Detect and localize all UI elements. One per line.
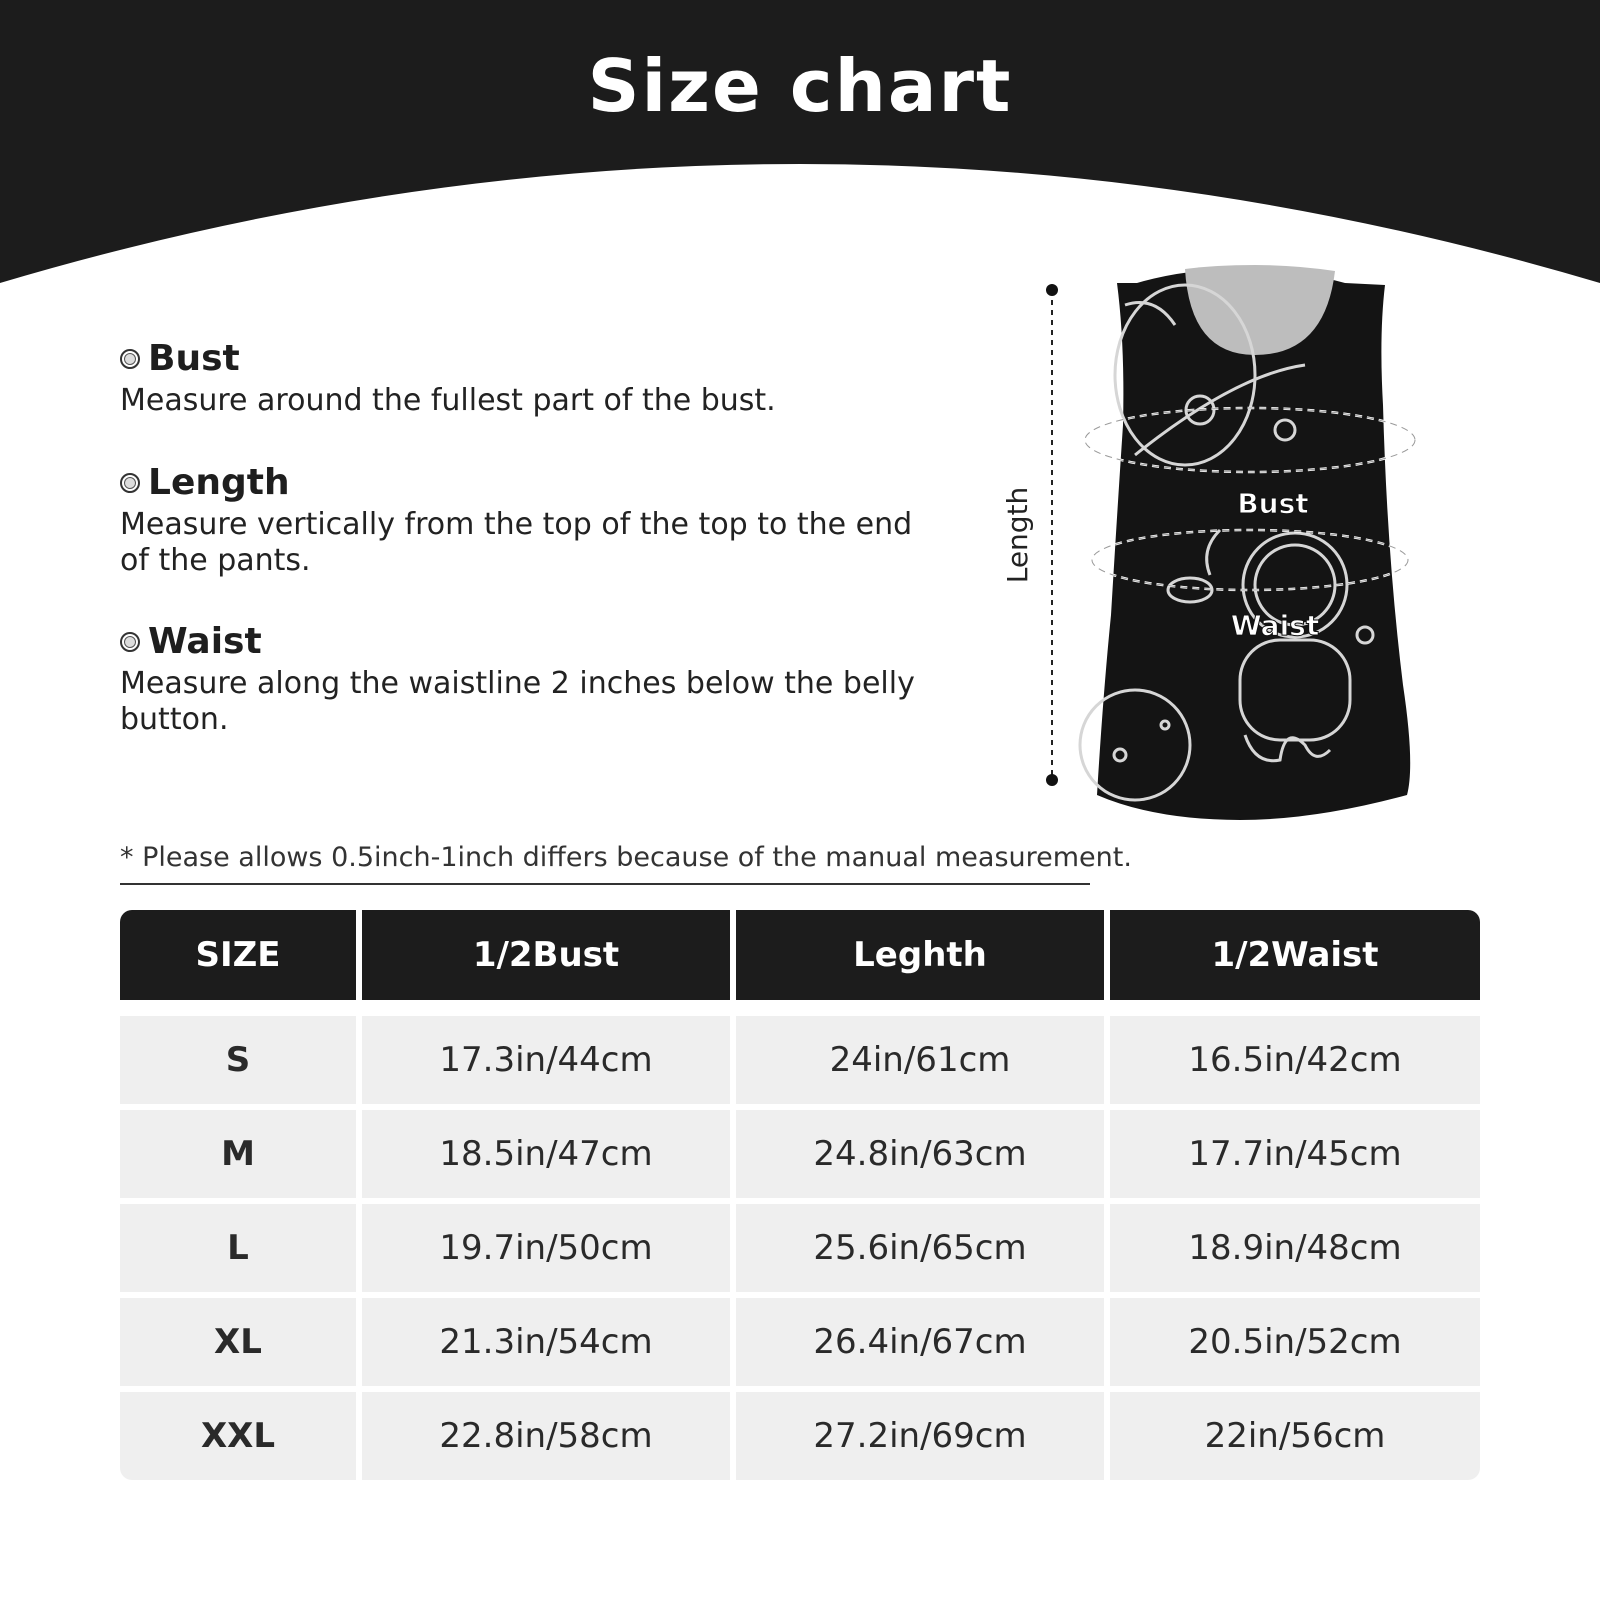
table-row xyxy=(120,1392,1480,1480)
cell-length: 27.2in/69cm xyxy=(736,1392,1104,1480)
header-length: Leghth xyxy=(736,910,1104,1000)
cell-length: 24.8in/63cm xyxy=(736,1110,1104,1198)
measurement-note: * Please allows 0.5inch-1inch differs because of the manual measurement. xyxy=(120,842,1090,885)
size-table xyxy=(120,910,1480,1486)
cell-size: XL xyxy=(120,1298,356,1386)
garment-figure xyxy=(985,255,1465,845)
guide-waist xyxy=(120,621,950,738)
cell-length: 24in/61cm xyxy=(736,1016,1104,1104)
cell-half-waist: 20.5in/52cm xyxy=(1110,1298,1480,1386)
cell-size: S xyxy=(120,1016,356,1104)
cell-size: M xyxy=(120,1110,356,1198)
ring-bullet-icon xyxy=(120,632,140,652)
table-row xyxy=(120,1298,1480,1386)
guide-length xyxy=(120,462,950,579)
tank-top-icon xyxy=(1080,265,1415,820)
header-half-waist: 1/2Waist xyxy=(1110,910,1480,1000)
cell-half-bust: 22.8in/58cm xyxy=(362,1392,730,1480)
page-title: Size chart xyxy=(587,44,1013,128)
guide-bust-title: Bust xyxy=(148,338,240,379)
guide-waist-title: Waist xyxy=(148,621,262,662)
ring-bullet-icon xyxy=(120,349,140,369)
cell-size: L xyxy=(120,1204,356,1292)
guide-waist-description: Measure along the waistline 2 inches below the belly button. xyxy=(120,666,915,737)
length-label: Length xyxy=(1001,486,1034,584)
header-half-bust: 1/2Bust xyxy=(362,910,730,1000)
cell-size: XXL xyxy=(120,1392,356,1480)
cell-half-waist: 22in/56cm xyxy=(1110,1392,1480,1480)
guide-length-description: Measure vertically from the top of the top to the end of the pants. xyxy=(120,507,913,578)
cell-length: 25.6in/65cm xyxy=(736,1204,1104,1292)
ring-bullet-icon xyxy=(120,473,140,493)
table-row xyxy=(120,1016,1480,1104)
bust-label: Bust xyxy=(1237,487,1309,520)
cell-half-bust: 17.3in/44cm xyxy=(362,1016,730,1104)
cell-half-bust: 18.5in/47cm xyxy=(362,1110,730,1198)
table-row xyxy=(120,1204,1480,1292)
table-header-row xyxy=(120,910,1480,1000)
table-row xyxy=(120,1110,1480,1198)
cell-half-waist: 18.9in/48cm xyxy=(1110,1204,1480,1292)
guide-bust xyxy=(120,338,950,419)
guide-bust-description: Measure around the fullest part of the bust. xyxy=(120,383,776,418)
cell-half-bust: 19.7in/50cm xyxy=(362,1204,730,1292)
waist-label: Waist xyxy=(1230,609,1320,642)
cell-half-bust: 21.3in/54cm xyxy=(362,1298,730,1386)
cell-length: 26.4in/67cm xyxy=(736,1298,1104,1386)
cell-half-waist: 17.7in/45cm xyxy=(1110,1110,1480,1198)
cell-half-waist: 16.5in/42cm xyxy=(1110,1016,1480,1104)
header-size: SIZE xyxy=(120,910,356,1000)
guide-length-title: Length xyxy=(148,462,290,503)
